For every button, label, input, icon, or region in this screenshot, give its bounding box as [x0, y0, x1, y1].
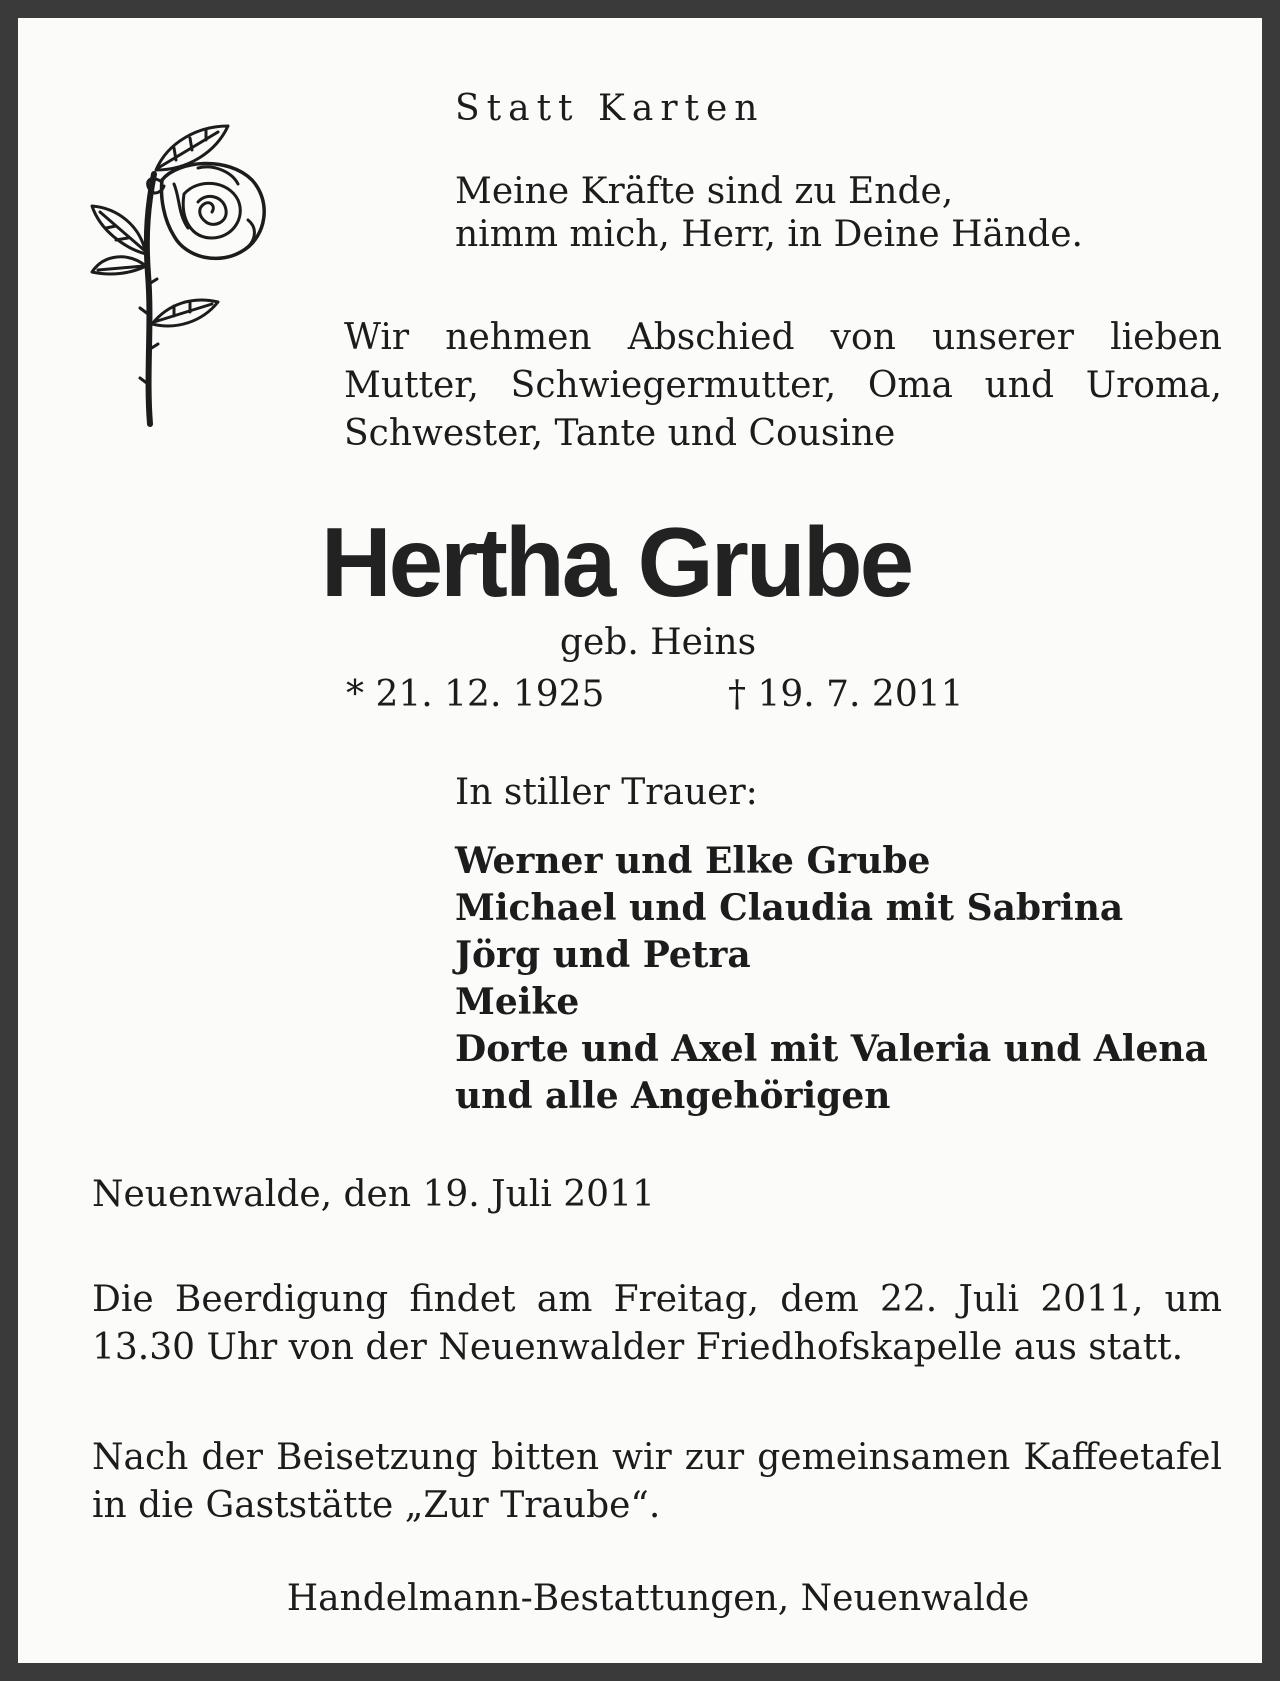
- funeral-announcement: Die Beerdigung findet am Freitag, dem 22. Juli 2011, um 13.30 Uhr von der Neuenwalder Friedhofskapelle aus statt.: [92, 1279, 1222, 1368]
- deceased-name-text: Hertha Grube: [320, 507, 912, 617]
- place-and-date: Neuenwalde, den 19. Juli 2011: [92, 1174, 655, 1215]
- intro-line: Wir nehmen Abschied von unserer lieben: [344, 317, 1222, 358]
- intro-line: Mutter, Schwiegermutter, Oma und Uroma,: [344, 365, 1222, 406]
- list-item: Werner und Elke Grube: [455, 840, 931, 882]
- rose-icon: [88, 124, 288, 444]
- intro-line: Schwester, Tante und Cousine: [344, 413, 896, 454]
- birth-name-text: geb. Heins: [559, 622, 757, 663]
- list-item: Meike: [455, 981, 580, 1023]
- list-item: Michael und Claudia mit Sabrina: [455, 887, 1124, 929]
- list-item: und alle Angehörigen: [455, 1075, 891, 1117]
- mourning-label: In stiller Trauer:: [455, 772, 758, 813]
- list-item: Jörg und Petra: [455, 934, 751, 976]
- deceased-name: [18, 506, 1280, 619]
- birth-date: * 21. 12. 1925: [346, 674, 605, 715]
- farewell-intro: [344, 314, 1222, 458]
- birth-name: [18, 622, 1280, 663]
- mourners-list: [455, 838, 1208, 1120]
- undertaker: Handelmann-Bestattungen, Neuenwalde: [286, 1578, 1030, 1619]
- list-item: Dorte und Axel mit Valeria und Alena: [455, 1028, 1208, 1070]
- verse-line: nimm mich, Herr, in Deine Hände.: [455, 214, 1083, 255]
- death-date: † 19. 7. 2011: [728, 674, 964, 715]
- coffee-invitation: Nach der Beisetzung bitten wir zur gemeinsamen Kaffeetafel in die Gaststätte „Zur Traube“.: [92, 1437, 1222, 1526]
- verse: [455, 170, 1083, 256]
- verse-line: Meine Kräfte sind zu Ende,: [455, 171, 954, 212]
- statt-karten-heading: Statt Karten: [455, 88, 765, 129]
